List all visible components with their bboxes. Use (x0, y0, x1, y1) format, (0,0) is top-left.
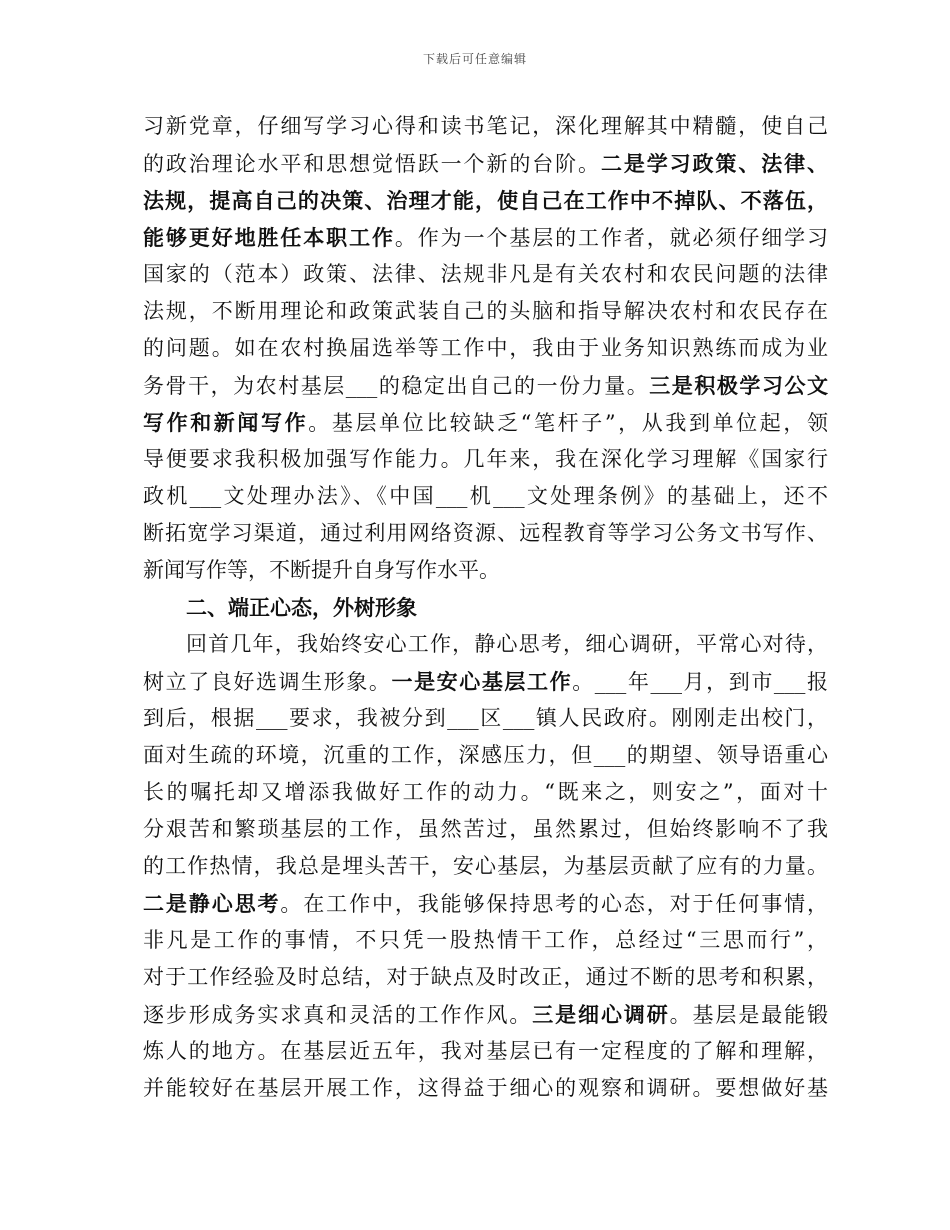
text-line: 断拓宽学习渠道，通过利用网络资源、远程教育等学习公务文书写作、 (143, 521, 828, 545)
text-line: 逐步形成务实求真和灵活的工作作风。三是细心调研。基层是最能锻 (143, 1002, 829, 1027)
text-line: 国家的（范本）政策、法律、法规非凡是有关农村和农民问题的法律 (143, 262, 828, 286)
text-line: 习新党章，仔细写学习心得和读书笔记，深化理解其中精髓，使自己 (143, 114, 828, 138)
text-line: 面对生疏的环境，沉重的工作，深感压力，但___的期望、领导语重心 (143, 743, 828, 767)
text-line: 导便要求我积极加强写作能力。几年来，我在深化学习理解《国家行 (143, 447, 828, 471)
text-line: 非凡是工作的事情，不只凭一股热情干工作，总经过“三思而行”， (143, 928, 828, 952)
section-heading: 二、端正心态，外树形象 (186, 595, 417, 620)
text-line: 法规，不断用理论和政策武装自己的头脑和指导解决农村和农民存在 (143, 299, 828, 323)
text-line: 到后，根据___要求，我被分到___区___镇人民政府。刚刚走出校门， (143, 706, 828, 730)
text-line: 法规，提高自己的决策、治理才能，使自己在工作中不掉队、不落伍， (143, 188, 828, 213)
page-header: 下载后可任意编辑 (422, 52, 527, 66)
text-line: 务骨干，为农村基层___的稳定出自己的一份力量。三是积极学习公文 (143, 373, 829, 398)
text-line: 的问题。如在农村换届选举等工作中，我由于业务知识熟练而成为业 (143, 336, 828, 360)
text-line: 的工作热情，我总是埋头苦干，安心基层，为基层贡献了应有的力量。 (143, 854, 828, 878)
text-line: 回首几年，我始终安心工作，静心思考，细心调研，平常心对待， (186, 632, 828, 656)
text-line: 分艰苦和繁琐基层的工作，虽然苦过，虽然累过，但始终影响不了我 (143, 817, 828, 841)
text-line: 树立了良好选调生形象。一是安心基层工作。___年___月，到市___报 (143, 669, 829, 694)
text-line: 对于工作经验及时总结，对于缺点及时改正，通过不断的思考和积累， (143, 965, 828, 989)
text-line: 的政治理论水平和思想觉悟跃一个新的台阶。二是学习政策、法律、 (143, 151, 829, 176)
text-line: 二是静心思考。在工作中，我能够保持思考的心态，对于任何事情， (143, 891, 829, 916)
text-line: 并能较好在基层开展工作，这得益于细心的观察和调研。要想做好基 (143, 1076, 828, 1100)
text-line: 炼人的地方。在基层近五年，我对基层已有一定程度的了解和理解， (143, 1039, 828, 1063)
text-line: 政机___文处理办法》、《中国___机___文处理条例》的基础上，还不 (143, 484, 828, 508)
body-text (143, 108, 828, 1107)
text-line: 能够更好地胜任本职工作。作为一个基层的工作者，就必须仔细学习 (143, 225, 829, 250)
text-line: 新闻写作等，不断提升自身写作水平。 (143, 558, 500, 582)
text-line: 长的嘱托却又增添我做好工作的动力。“既来之，则安之”，面对十 (143, 780, 828, 804)
text-line: 写作和新闻写作。基层单位比较缺乏“笔杆子”，从我到单位起，领 (143, 410, 828, 435)
